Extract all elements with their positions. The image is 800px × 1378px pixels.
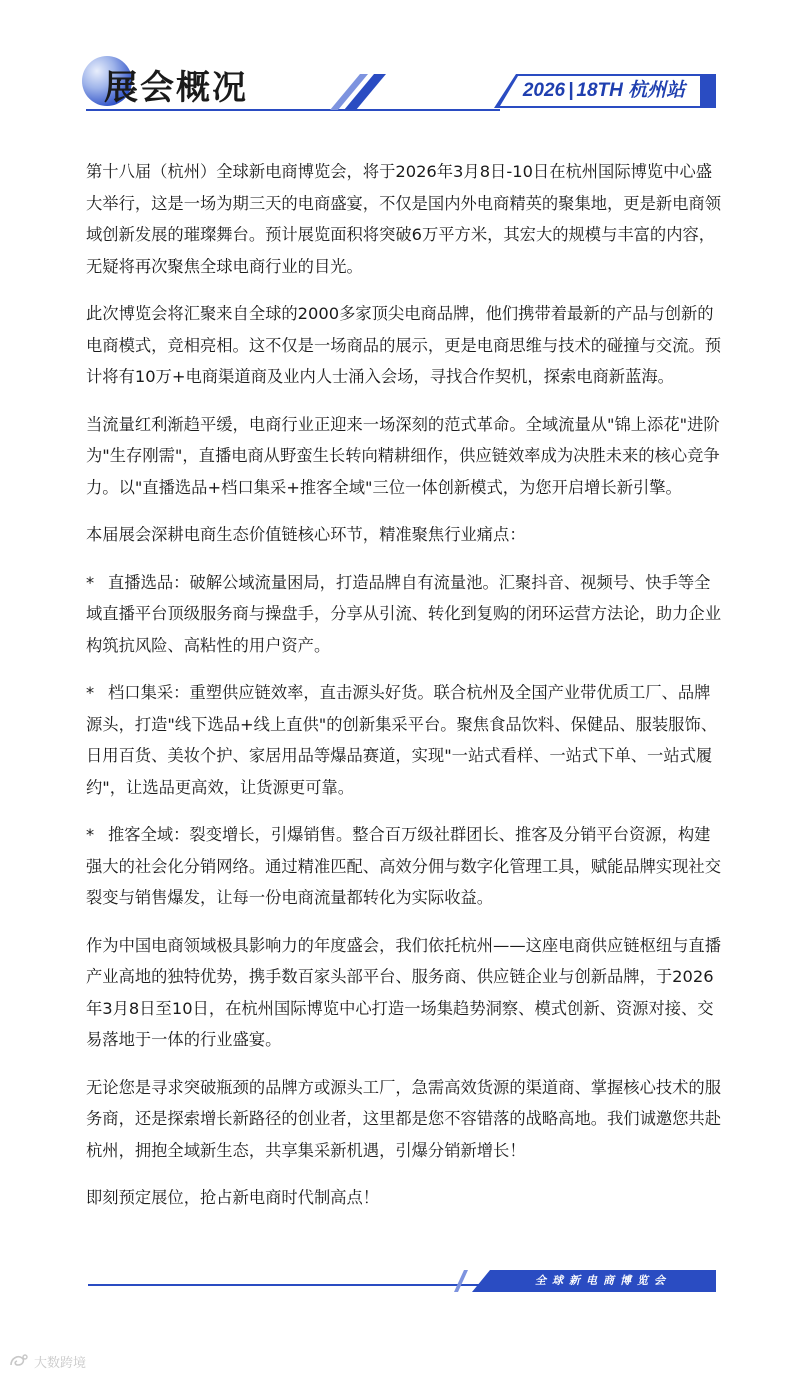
bullet-stall-purchase xyxy=(86,677,726,803)
bullet-stall-purchase-text: 档口集采：重塑供应链效率，直击源头好货。联合杭州及全国产业带优质工厂、品牌源头，打造"线下选品+线上直供"的创新集采平台。聚焦食品饮料、保健品、服装服饰、日用百货、美妆个护、家居用品等爆品赛道，实现"一站式看样、一站式下单、一站式履约"，让选品更高效，让货源更可靠。 xyxy=(86,683,718,797)
badge-year: 2026 xyxy=(522,80,566,101)
bullet-mark: * xyxy=(86,572,95,592)
paragraph-revolution: 当流量红利渐趋平缓，电商行业正迎来一场深刻的范式革命。全域流量从"锦上添花"进阶为"生存刚需"，直播电商从野蛮生长转向精耕细作，供应链效率成为决胜未来的核心竞争力。以"直播选品+档口集采+推客全域"三位一体创新模式，为您开启增长新引擎。 xyxy=(86,414,720,497)
article-body xyxy=(86,156,726,1230)
bullet-livestream-text: 直播选品：破解公域流量困局，打造品牌自有流量池。汇聚抖音、视频号、快手等全域直播平台顶级服务商与操盘手，分享从引流、转化到复购的闭环运营方法论，助力企业构筑抗风险、高粘性的用户资产。 xyxy=(86,572,721,655)
watermark-logo-icon xyxy=(8,1352,30,1370)
watermark xyxy=(8,1350,86,1372)
bullet-mark: * xyxy=(86,825,95,844)
bullet-livestream xyxy=(86,567,726,662)
paragraph-invitation: 无论您是寻求突破瓶颈的品牌方或源头工厂，急需高效货源的渠道商、掌握核心技术的服务商，还是探索增长新路径的创业者，这里都是您不容错落的战略高地。我们诚邀您共赴杭州，拥抱全域新生态，共享集采新机遇，引爆分销新增长！ xyxy=(86,1077,721,1160)
paragraph-intro: 第十八届（杭州）全球新电商博览会，将于2026年3月8日-10日在杭州国际博览中心盛大举行，这是一场为期三天的电商盛宴，不仅是国内外电商精英的聚集地，更是新电商领域创新发展的璀璨舞台。预计展览面积将突破6万平方米，其宏大的规模与丰富的内容，无疑将再次聚焦全球电商行业的目光。 xyxy=(86,162,721,276)
edition-badge-text xyxy=(500,76,708,106)
paragraph-focus: 本届展会深耕电商生态价值链核心环节，精准聚焦行业痛点： xyxy=(86,525,526,544)
paragraph-hangzhou: 作为中国电商领域极具影响力的年度盛会，我们依托杭州——这座电商供应链枢纽与直播产业高地的独特优势，携手数百家头部平台、服务商、供应链企业与创新品牌，于2026年3月8日至10日，在杭州国际博览中心打造一场集趋势洞察、模式创新、资源对接、交易落地于一体的行业盛宴。 xyxy=(86,935,721,1049)
footer-stripe-decoration xyxy=(454,1270,468,1292)
bullet-mark: * xyxy=(86,683,95,702)
paragraph-call-to-action: 即刻预定展位，抢占新电商时代制高点！ xyxy=(86,1188,380,1207)
watermark-text: 大数跨境 xyxy=(34,1355,87,1371)
badge-divider: | xyxy=(568,80,574,101)
page-footer xyxy=(0,1256,800,1296)
page-title: 展会概况 xyxy=(104,68,248,108)
page-header xyxy=(0,0,800,140)
bullet-promoter-text: 推客全域：裂变增长，引爆销售。整合百万级社群团长、推客及分销平台资源，构建强大的社会化分销网络。通过精准匹配、高效分佣与数字化管理工具，赋能品牌实现社交裂变与销售爆发，让每一份电商流量都转化为实际收益。 xyxy=(86,825,721,907)
footer-text: 全球新电商博览会 xyxy=(535,1274,671,1287)
bullet-promoter xyxy=(86,819,726,914)
badge-edition: 18TH 杭州站 xyxy=(576,80,686,101)
paragraph-brands: 此次博览会将汇聚来自全球的2000多家顶尖电商品牌，他们携带着最新的产品与创新的电商模式，竞相亮相。这不仅是一场商品的展示，更是电商思维与技术的碰撞与交流。预计将有10万+电商渠道商及业内人士涌入会场，寻找合作契机，探索电商新蓝海。 xyxy=(86,304,721,386)
